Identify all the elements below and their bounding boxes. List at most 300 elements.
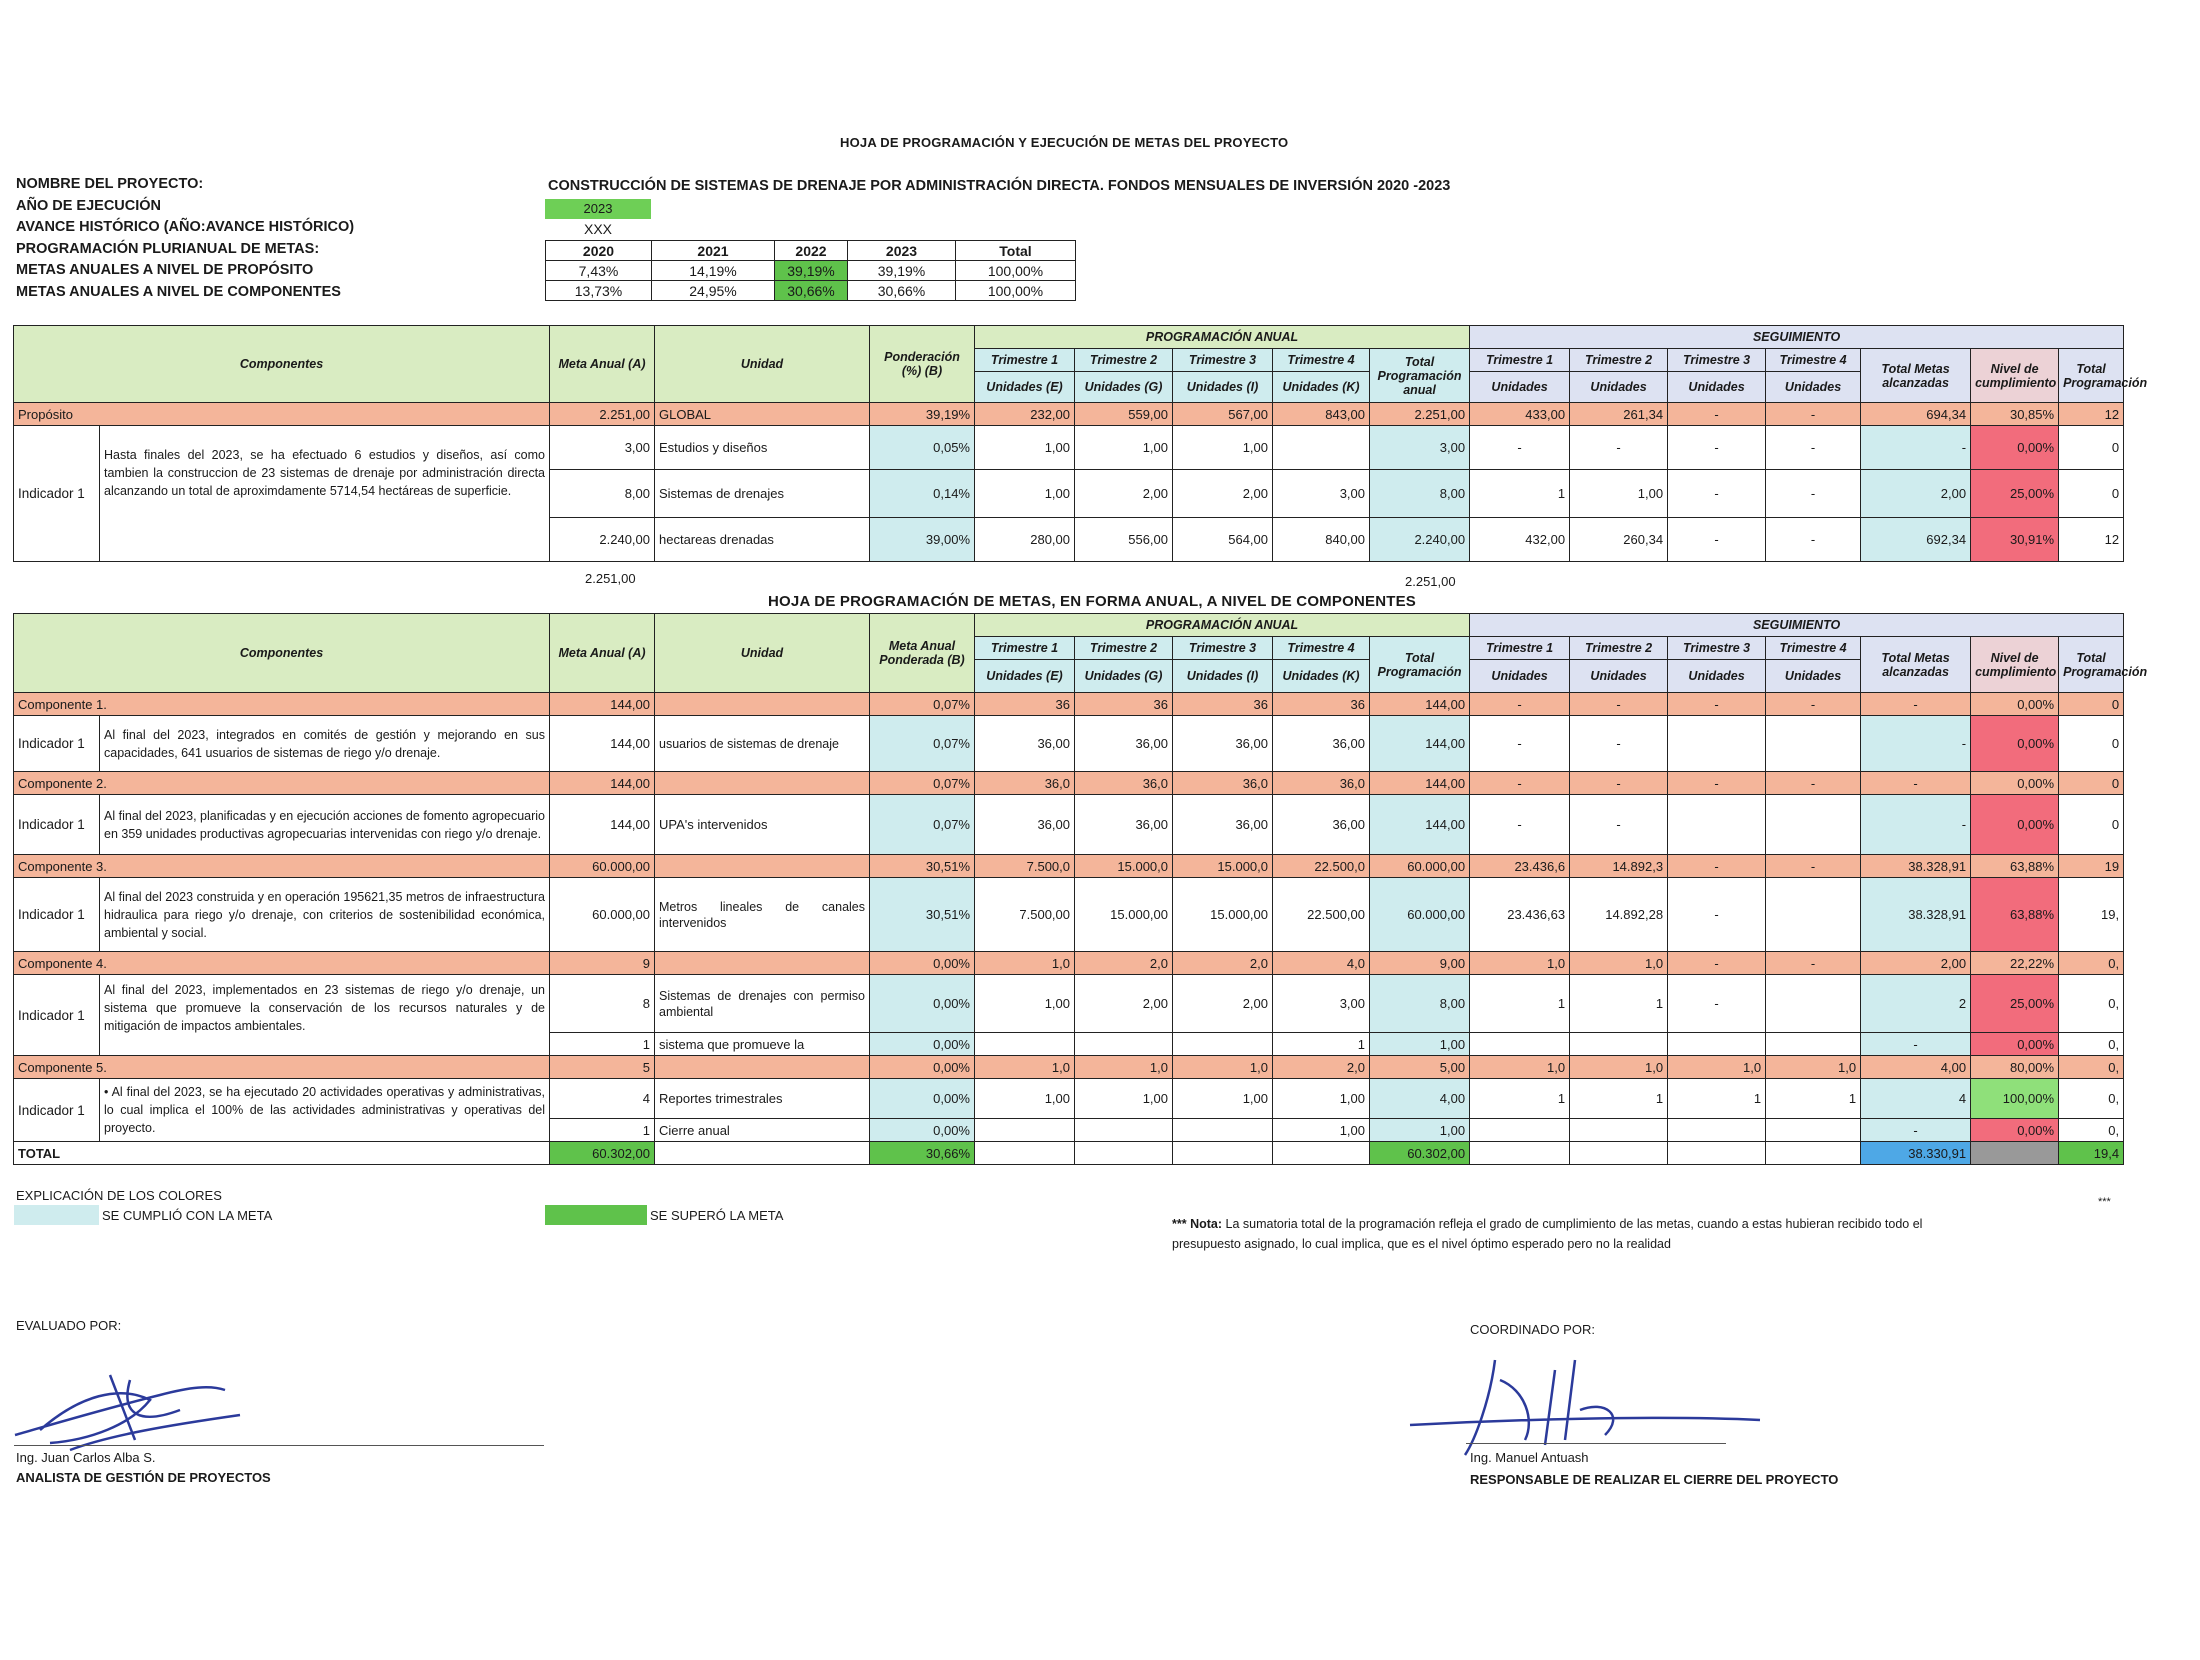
label-project: NOMBRE DEL PROYECTO: (16, 176, 204, 192)
cell-s3 (1668, 795, 1766, 855)
header-u-k: Unidades (K) (1273, 660, 1370, 693)
componentes-table (13, 613, 2148, 1165)
cell-s1: - (1470, 426, 1570, 470)
componente-label: Componente 2. (14, 772, 550, 795)
cell-niv: 25,00% (1971, 975, 2059, 1033)
comp-total: 100,00% (956, 281, 1076, 301)
cell-unit: Estudios y diseños (655, 426, 870, 470)
label-plurianual: PROGRAMACIÓN PLURIANUAL DE METAS: (16, 240, 320, 257)
cell-unit: Sistemas de drenajes (655, 470, 870, 518)
cell-total: 2.240,00 (1370, 518, 1470, 562)
cell-s2: - (1570, 716, 1668, 772)
cell-total: 60.000,00 (1370, 878, 1470, 952)
year-2021: 2021 (652, 241, 775, 261)
prop-2023: 39,19% (848, 261, 956, 281)
left-name: Ing. Juan Carlos Alba S. (16, 1450, 156, 1465)
cell-pond: 0,00% (870, 952, 975, 975)
cell-s4 (1766, 1033, 1861, 1056)
cell-s4: - (1766, 403, 1861, 426)
cell-meta: 8,00 (550, 470, 655, 518)
header-seg-trim-2: Trimestre 2 (1570, 637, 1668, 660)
componente-label: Componente 5. (14, 1056, 550, 1079)
cell-t2: 36 (1075, 693, 1173, 716)
plurianual-table (545, 240, 1076, 301)
legend-title: EXPLICACIÓN DE LOS COLORES (16, 1188, 222, 1203)
t1-header-row-1 (14, 326, 2124, 349)
cell-s1 (1470, 1033, 1570, 1056)
header-u-i: Unidades (I) (1173, 660, 1273, 693)
cell-niv: 0,00% (1971, 772, 2059, 795)
cell-t3: 1,00 (1173, 1079, 1273, 1119)
cell-s2: - (1570, 693, 1668, 716)
cell-t1: 280,00 (975, 518, 1075, 562)
cell-total: 4,00 (1370, 1079, 1470, 1119)
cell-tp: 0 (2059, 795, 2124, 855)
cell-unit (655, 693, 870, 716)
header-seg-trim-3: Trimestre 3 (1668, 637, 1766, 660)
cell-niv: 0,00% (1971, 1033, 2059, 1056)
header-seg-trim-4: Trimestre 4 (1766, 349, 1861, 372)
header-unidad: Unidad (655, 326, 870, 403)
cell-s4: - (1766, 470, 1861, 518)
cell-tp: 12 (2059, 403, 2124, 426)
cell-total: 1,00 (1370, 1119, 1470, 1142)
cell-pond: 0,00% (870, 1119, 975, 1142)
cell-t2: 1,00 (1075, 426, 1173, 470)
cell-tp: 12 (2059, 518, 2124, 562)
cell-s2: 1,0 (1570, 952, 1668, 975)
note-text: La sumatoria total de la programación refleja el grado de cumplimiento de las metas, cuando a estas hubieran recibido todo el presupuesto asignado, lo cual implica, que es el nivel óptimo esperado pero no la realidad (1172, 1217, 1923, 1251)
cell-t3: 1,0 (1173, 1056, 1273, 1079)
cell-t3 (1173, 1142, 1273, 1165)
label-historic: AVANCE HISTÓRICO (AÑO:AVANCE HISTÓRICO) (16, 219, 355, 235)
cell-t1: 36,0 (975, 772, 1075, 795)
indicator-label: Indicador 1 (14, 716, 100, 772)
componente-5-row (14, 1056, 2124, 1079)
cell-niv: 25,00% (1971, 470, 2059, 518)
cell-s2 (1570, 1119, 1668, 1142)
header-units-1: Unidades (1470, 660, 1570, 693)
cell-t1: 7.500,00 (975, 878, 1075, 952)
prop-2022: 39,19% (775, 261, 848, 281)
cell-niv: 22,22% (1971, 952, 2059, 975)
cell-unit (655, 1056, 870, 1079)
proposito-row (14, 403, 2124, 426)
cell-pond: 0,07% (870, 772, 975, 795)
cell-niv: 0,00% (1971, 716, 2059, 772)
cell-unit (655, 772, 870, 795)
header-seg-trim-2: Trimestre 2 (1570, 349, 1668, 372)
cell-tp: 0, (2059, 952, 2124, 975)
cell-t2: 2,0 (1075, 952, 1173, 975)
cell-niv: 30,85% (1971, 403, 2059, 426)
cell-s3: 1,0 (1668, 1056, 1766, 1079)
header-labels (16, 174, 354, 303)
indicator-label: Indicador 1 (14, 1079, 100, 1142)
cell-t3 (1173, 1119, 1273, 1142)
indicator-text: • Al final del 2023, se ha ejecutado 20 actividades operativas y administrativas, lo cual implica el 100% de las actividades administrativas y operativas del proyecto. (100, 1079, 550, 1142)
cell-tp: 0, (2059, 975, 2124, 1033)
cell-s1: 1 (1470, 1079, 1570, 1119)
header-meta-anual: Meta Anual (A) (550, 614, 655, 693)
cell-t4: 36,00 (1273, 716, 1370, 772)
cell-t2: 15.000,00 (1075, 878, 1173, 952)
comp-2020: 13,73% (546, 281, 652, 301)
header-programacion: PROGRAMACIÓN ANUAL (975, 614, 1470, 637)
cell-t4: 36,00 (1273, 795, 1370, 855)
cell-s1: 433,00 (1470, 403, 1570, 426)
cell-s4: - (1766, 952, 1861, 975)
cell-s1: - (1470, 795, 1570, 855)
cell-t1: 1,0 (975, 1056, 1075, 1079)
cell-meta: 3,00 (550, 426, 655, 470)
componente-1-row (14, 693, 2124, 716)
cell-unit: Metros lineales de canales intervenidos (655, 878, 870, 952)
cell-t4: 1,00 (1273, 1079, 1370, 1119)
cell-unit: UPA's intervenidos (655, 795, 870, 855)
header-trim-3: Trimestre 3 (1173, 349, 1273, 372)
cell-meta: 1 (550, 1119, 655, 1142)
cell-t2 (1075, 1119, 1173, 1142)
cell-alc: - (1861, 772, 1971, 795)
cell-t1 (975, 1119, 1075, 1142)
indicador-5-row-1 (14, 1079, 2124, 1119)
cell-s2 (1570, 1033, 1668, 1056)
document-title: HOJA DE PROGRAMACIÓN Y EJECUCIÓN DE METAS DEL PROYECTO (840, 135, 1289, 150)
cell-t1 (975, 1142, 1075, 1165)
cell-pond: 39,00% (870, 518, 975, 562)
cell-niv: 0,00% (1971, 693, 2059, 716)
cell-t1 (975, 1033, 1075, 1056)
plurianual-componentes-row (546, 281, 1076, 301)
header-ponderacion: Ponderación (%) (B) (870, 326, 975, 403)
cell-total: 5,00 (1370, 1056, 1470, 1079)
cell-alc: 694,34 (1861, 403, 1971, 426)
cell-t1: 7.500,0 (975, 855, 1075, 878)
year-total: Total (956, 241, 1076, 261)
cell-tp: 0 (2059, 470, 2124, 518)
cell-t3 (1173, 1033, 1273, 1056)
cell-t2: 1,0 (1075, 1056, 1173, 1079)
cell-meta: 9 (550, 952, 655, 975)
cell-t1: 1,00 (975, 426, 1075, 470)
cell-alc: 38.328,91 (1861, 855, 1971, 878)
cell-t2: 15.000,0 (1075, 855, 1173, 878)
cell-s4: - (1766, 772, 1861, 795)
note (1172, 1214, 1962, 1254)
cell-s3: 1 (1668, 1079, 1766, 1119)
cell-unit: usuarios de sistemas de drenaje (655, 716, 870, 772)
project-name: CONSTRUCCIÓN DE SISTEMAS DE DRENAJE POR ADMINISTRACIÓN DIRECTA. FONDOS MENSUALES DE INVERSIÓN 2020 -2023 (548, 178, 1451, 194)
cell-t2: 36,00 (1075, 795, 1173, 855)
cell-total: 2.251,00 (1370, 403, 1470, 426)
cell-pond: 30,51% (870, 855, 975, 878)
cell-s4: - (1766, 693, 1861, 716)
cell-tp: 0 (2059, 716, 2124, 772)
signature-left (10, 1355, 250, 1455)
cell-pond: 0,07% (870, 716, 975, 772)
header-componentes: Componentes (14, 326, 550, 403)
cell-t2: 36,00 (1075, 716, 1173, 772)
cell-s1: - (1470, 693, 1570, 716)
cell-s2: - (1570, 426, 1668, 470)
cell-total: 60.302,00 (1370, 1142, 1470, 1165)
cell-s2: - (1570, 795, 1668, 855)
cell-tp: 19,4 (2059, 1142, 2124, 1165)
cell-t1: 36,00 (975, 716, 1075, 772)
cell-t1: 36,00 (975, 795, 1075, 855)
header-meta-ponderada: Meta Anual Ponderada (B) (870, 614, 975, 693)
cell-alc: 38.330,91 (1861, 1142, 1971, 1165)
cell-t4 (1273, 426, 1370, 470)
cell-t3: 564,00 (1173, 518, 1273, 562)
cell-s2: 260,34 (1570, 518, 1668, 562)
header-tot-prog: Total Programación (2059, 349, 2124, 403)
cell-meta: 60.000,00 (550, 855, 655, 878)
cell-niv: 0,00% (1971, 795, 2059, 855)
cell-meta: 2.251,00 (550, 403, 655, 426)
cell-s3 (1668, 716, 1766, 772)
cell-meta: 144,00 (550, 795, 655, 855)
header-trim-3: Trimestre 3 (1173, 637, 1273, 660)
cell-t3: 2,00 (1173, 470, 1273, 518)
cell-s2: 1 (1570, 1079, 1668, 1119)
cell-niv: 63,88% (1971, 855, 2059, 878)
cell-t4: 22.500,0 (1273, 855, 1370, 878)
right-role: RESPONSABLE DE REALIZAR EL CIERRE DEL PROYECTO (1470, 1472, 1839, 1487)
label-year: AÑO DE EJECUCIÓN (16, 197, 162, 214)
cell-alc: 2,00 (1861, 952, 1971, 975)
cell-niv: 0,00% (1971, 1119, 2059, 1142)
cell-s1: 1,0 (1470, 1056, 1570, 1079)
legend-swatch-met (14, 1205, 99, 1225)
cell-s4 (1766, 1119, 1861, 1142)
cell-s1: 432,00 (1470, 518, 1570, 562)
indicator-text: Al final del 2023, implementados en 23 sistemas de riego y/o drenaje, un sistema que promueve la conservación de los recursos naturales y de mitigación de impactos ambientales. (100, 975, 550, 1056)
cell-total: 144,00 (1370, 693, 1470, 716)
t2-header-row-1 (14, 614, 2124, 637)
cell-s1: - (1470, 716, 1570, 772)
cell-t4: 843,00 (1273, 403, 1370, 426)
cell-t4: 22.500,00 (1273, 878, 1370, 952)
header-units-2: Unidades (1570, 660, 1668, 693)
label-proposito: METAS ANUALES A NIVEL DE PROPÓSITO (16, 262, 314, 278)
componente-label: Componente 4. (14, 952, 550, 975)
cell-tp: 0 (2059, 426, 2124, 470)
cell-t3: 2,00 (1173, 975, 1273, 1033)
cell-s4 (1766, 795, 1861, 855)
cell-tp: 0, (2059, 1056, 2124, 1079)
header-trim-1: Trimestre 1 (975, 349, 1075, 372)
cell-niv: 80,00% (1971, 1056, 2059, 1079)
cell-alc: 38.328,91 (1861, 878, 1971, 952)
cell-s1: - (1470, 772, 1570, 795)
indicator-text: Al final del 2023, planificadas y en ejecución acciones de fomento agropecuario en 359 unidades productivas agropecuarias intervenidas con riego y/o drenaje. (100, 795, 550, 855)
cell-s4 (1766, 1142, 1861, 1165)
execution-year: 2023 (545, 199, 651, 219)
note-label: *** Nota: (1172, 1217, 1223, 1231)
header-u-i: Unidades (I) (1173, 372, 1273, 403)
note-stars: *** (2098, 1196, 2111, 1208)
header-componentes: Componentes (14, 614, 550, 693)
cell-meta: 4 (550, 1079, 655, 1119)
header-unidad: Unidad (655, 614, 870, 693)
indicator-text: Al final del 2023, integrados en comités de gestión y mejorando en sus capacidades, 641 usuarios de sistemas de riego y/o drenaje. (100, 716, 550, 772)
cell-pond: 39,19% (870, 403, 975, 426)
cell-total: 8,00 (1370, 975, 1470, 1033)
cell-niv: 30,91% (1971, 518, 2059, 562)
header-units-3: Unidades (1668, 372, 1766, 403)
cell-niv: 63,88% (1971, 878, 2059, 952)
cell-meta: 144,00 (550, 716, 655, 772)
cell-pond: 0,07% (870, 693, 975, 716)
header-u-g: Unidades (G) (1075, 660, 1173, 693)
cell-s3 (1668, 1033, 1766, 1056)
cell-alc: - (1861, 716, 1971, 772)
cell-t4: 4,0 (1273, 952, 1370, 975)
cell-niv (1971, 1142, 2059, 1165)
cell-t2: 2,00 (1075, 975, 1173, 1033)
indicador-1-row (14, 716, 2124, 772)
cell-pond: 0,00% (870, 1056, 975, 1079)
prop-2021: 14,19% (652, 261, 775, 281)
cell-unit: GLOBAL (655, 403, 870, 426)
cell-pond: 30,51% (870, 878, 975, 952)
indicator-label: Indicador 1 (14, 975, 100, 1056)
cell-pond: 0,07% (870, 795, 975, 855)
cell-niv: 0,00% (1971, 426, 2059, 470)
cell-unit: sistema que promueve la (655, 1033, 870, 1056)
coordinated-by-label: COORDINADO POR: (1470, 1322, 1595, 1337)
cell-total: 1,00 (1370, 1033, 1470, 1056)
header-units-4: Unidades (1766, 372, 1861, 403)
cell-t4: 3,00 (1273, 975, 1370, 1033)
historic-value: XXX (583, 221, 612, 237)
cell-s1 (1470, 1119, 1570, 1142)
cell-s4 (1766, 716, 1861, 772)
cell-t3: 15.000,00 (1173, 878, 1273, 952)
cell-t2: 36,0 (1075, 772, 1173, 795)
comp-2023: 30,66% (848, 281, 956, 301)
cell-pond: 0,14% (870, 470, 975, 518)
header-meta-anual: Meta Anual (A) (550, 326, 655, 403)
cell-t4: 2,0 (1273, 1056, 1370, 1079)
cell-s4 (1766, 878, 1861, 952)
cell-tp: 19 (2059, 855, 2124, 878)
indicator-text: Hasta finales del 2023, se ha efectuado 6 estudios y diseños, así como tambien la construccion de 23 sistemas de drenaje por administración directa alcanzando un total de aproximdamente 5714,54 hectáreas de superficie. (100, 426, 550, 562)
cell-meta: 60.302,00 (550, 1142, 655, 1165)
cell-t2: 556,00 (1075, 518, 1173, 562)
cell-total: 144,00 (1370, 716, 1470, 772)
cell-unit: hectareas drenadas (655, 518, 870, 562)
cell-t4: 840,00 (1273, 518, 1370, 562)
indicator-label: Indicador 1 (14, 795, 100, 855)
cell-t3: 1,00 (1173, 426, 1273, 470)
cell-s3: - (1668, 952, 1766, 975)
cell-s3: - (1668, 772, 1766, 795)
evaluated-by-label: EVALUADO POR: (16, 1318, 122, 1333)
left-role: ANALISTA DE GESTIÓN DE PROYECTOS (16, 1470, 271, 1485)
cell-s3: - (1668, 693, 1766, 716)
cell-pond: 0,00% (870, 1033, 975, 1056)
cell-alc: - (1861, 795, 1971, 855)
cell-s3 (1668, 1119, 1766, 1142)
signature-right (1405, 1340, 1765, 1460)
total-row (14, 1142, 2124, 1165)
componente-3-row (14, 855, 2124, 878)
header-programacion: PROGRAMACIÓN ANUAL (975, 326, 1470, 349)
cell-t2: 2,00 (1075, 470, 1173, 518)
section2-title: HOJA DE PROGRAMACIÓN DE METAS, EN FORMA ANUAL, A NIVEL DE COMPONENTES (768, 593, 1416, 610)
total-label: TOTAL (14, 1142, 550, 1165)
cell-tp: 0, (2059, 1033, 2124, 1056)
cell-unit: Reportes trimestrales (655, 1079, 870, 1119)
cell-s3 (1668, 1142, 1766, 1165)
cell-t3: 567,00 (1173, 403, 1273, 426)
cell-meta: 1 (550, 1033, 655, 1056)
comp-2022: 30,66% (775, 281, 848, 301)
header-total-metas: Total Metas alcanzadas (1861, 637, 1971, 693)
cell-s2 (1570, 1142, 1668, 1165)
cell-s4: - (1766, 426, 1861, 470)
cell-tp: 0 (2059, 772, 2124, 795)
cell-s3: - (1668, 403, 1766, 426)
right-name: Ing. Manuel Antuash (1470, 1450, 1589, 1465)
cell-t3: 36,00 (1173, 795, 1273, 855)
cell-s3: - (1668, 518, 1766, 562)
prop-2020: 7,43% (546, 261, 652, 281)
cell-t1: 1,00 (975, 470, 1075, 518)
cell-s2: 261,34 (1570, 403, 1668, 426)
cell-s3: - (1668, 470, 1766, 518)
cell-s3: - (1668, 975, 1766, 1033)
header-seg-trim-1: Trimestre 1 (1470, 637, 1570, 660)
cell-s1: 1 (1470, 975, 1570, 1033)
header-u-e: Unidades (E) (975, 660, 1075, 693)
year-2020: 2020 (546, 241, 652, 261)
cell-meta: 60.000,00 (550, 878, 655, 952)
header-total-prog: Total Programación anual (1370, 349, 1470, 403)
cell-s3: - (1668, 426, 1766, 470)
cell-s4 (1766, 975, 1861, 1033)
cell-t4: 3,00 (1273, 470, 1370, 518)
cell-unit (655, 855, 870, 878)
header-units-2: Unidades (1570, 372, 1668, 403)
cell-t4: 36,0 (1273, 772, 1370, 795)
cell-total: 144,00 (1370, 772, 1470, 795)
cell-unit: Cierre anual (655, 1119, 870, 1142)
indicator-text: Al final del 2023 construida y en operación 195621,35 metros de infraestructura hidraulica para riego y/o drenaje, con criterios de sostenibilidad económica, ambiental y social. (100, 878, 550, 952)
cell-t1: 1,0 (975, 952, 1075, 975)
cell-meta: 5 (550, 1056, 655, 1079)
cell-t2 (1075, 1033, 1173, 1056)
cell-total: 60.000,00 (1370, 855, 1470, 878)
sum-total: 2.251,00 (1405, 574, 1456, 589)
sum-meta: 2.251,00 (585, 571, 636, 586)
header-trim-4: Trimestre 4 (1273, 637, 1370, 660)
cell-meta: 144,00 (550, 772, 655, 795)
cell-total: 144,00 (1370, 795, 1470, 855)
header-seguimiento: SEGUIMIENTO (1470, 614, 2124, 637)
cell-alc: - (1861, 1119, 1971, 1142)
cell-t3: 2,0 (1173, 952, 1273, 975)
indicador-3-row (14, 878, 2124, 952)
cell-tp: 0, (2059, 1079, 2124, 1119)
cell-alc: 2 (1861, 975, 1971, 1033)
cell-alc: 692,34 (1861, 518, 1971, 562)
cell-s4: 1 (1766, 1079, 1861, 1119)
cell-tp: 0, (2059, 1119, 2124, 1142)
